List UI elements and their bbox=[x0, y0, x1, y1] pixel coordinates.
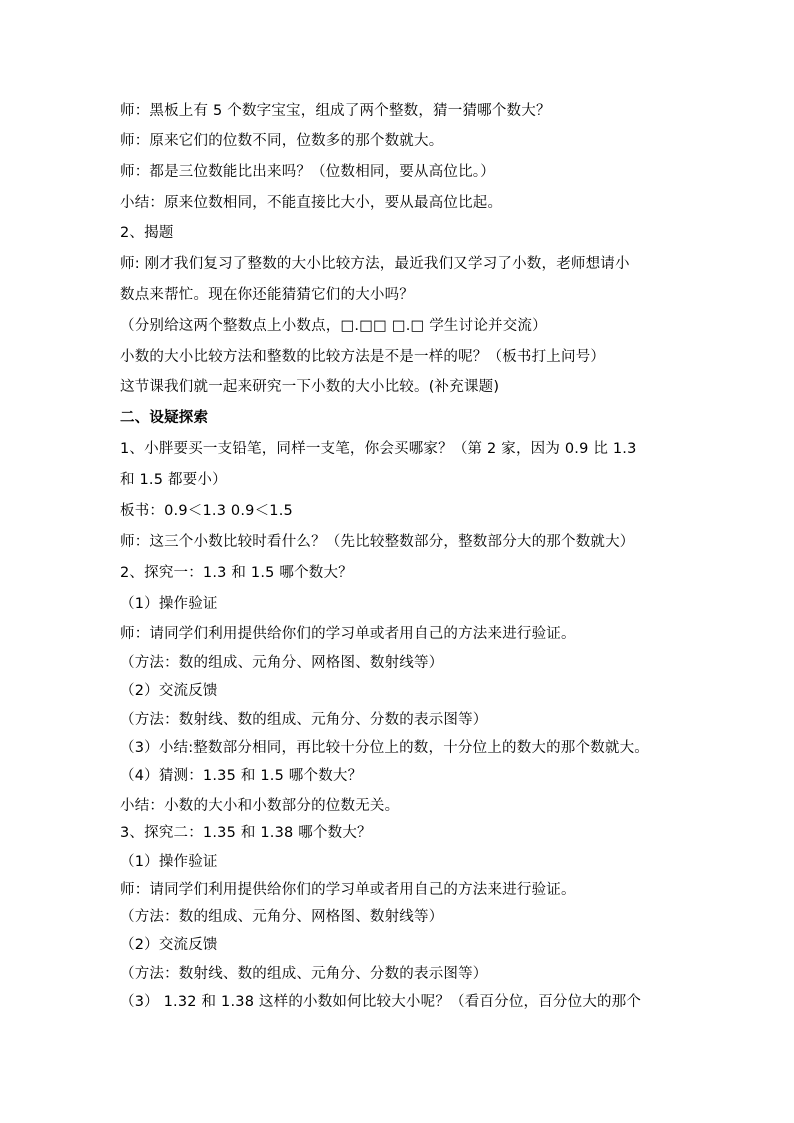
text-line: （4）猜测：1.35 和 1.5 哪个数大？ bbox=[120, 768, 363, 784]
section-heading: 2、揭题 bbox=[120, 225, 174, 241]
text-line: 1、小胖要买一支铅笔，同样一支笔，你会买哪家？（第 2 家，因为 0.9 比 1.3 bbox=[120, 441, 637, 457]
text-line: 师: 刚才我们复习了整数的大小比较方法，最近我们又学习了小数，老师想请小 bbox=[120, 256, 630, 272]
text-line: 师：请同学们利用提供给你们的学习单或者用自己的方法来进行验证。 bbox=[120, 882, 576, 898]
text-line: 数点来帮忙。现在你还能猜猜它们的大小吗？ bbox=[120, 287, 414, 303]
section-heading: 二、设疑探索 bbox=[120, 410, 209, 426]
text-line: 板书：0.9＜1.3 0.9＜1.5 bbox=[120, 503, 293, 519]
text-line: 和 1.5 都要小） bbox=[120, 472, 227, 488]
text-line: （方法：数射线、数的组成、元角分、分数的表示图等） bbox=[120, 966, 488, 982]
text-line: （3） 1.32 和 1.38 这样的小数如何比较大小呢？（看百分位，百分位大的那个 bbox=[120, 994, 642, 1010]
text-line: 3、探究二：1.35 和 1.38 哪个数大？ bbox=[120, 825, 372, 841]
text-line: （2）交流反馈 bbox=[120, 937, 218, 953]
text-line: 师：这三个小数比较时看什么？（先比较整数部分，整数部分大的那个数就大） bbox=[120, 534, 635, 550]
text-line: 师：原来它们的位数不同，位数多的那个数就大。 bbox=[120, 133, 444, 149]
text-line: 小结：小数的大小和小数部分的位数无关。 bbox=[120, 798, 400, 814]
text-line: （方法：数的组成、元角分、网格图、数射线等） bbox=[120, 655, 444, 671]
text-line: 师：黑板上有 5 个数字宝宝，组成了两个整数，猜一猜哪个数大？ bbox=[120, 103, 551, 119]
text-line: 这节课我们就一起来研究一下小数的大小比较。(补充课题) bbox=[120, 379, 500, 395]
text-line: 师：请同学们利用提供给你们的学习单或者用自己的方法来进行验证。 bbox=[120, 626, 576, 642]
text-line: 2、探究一：1.3 和 1.5 哪个数大？ bbox=[120, 565, 353, 581]
text-line: （1）操作验证 bbox=[120, 854, 218, 870]
text-line: 师：都是三位数能比出来吗？（位数相同，要从高位比。） bbox=[120, 164, 495, 180]
text-line: （1）操作验证 bbox=[120, 596, 218, 612]
text-line: 小结：原来位数相同，不能直接比大小，要从最高位比起。 bbox=[120, 195, 503, 211]
text-line: （2）交流反馈 bbox=[120, 683, 218, 699]
text-line: 小数的大小比较方法和整数的比较方法是不是一样的呢？（板书打上问号） bbox=[120, 349, 606, 365]
text-line: （分别给这两个整数点上小数点，□.□□ □.□ 学生讨论并交流） bbox=[120, 318, 547, 334]
text-line: （3）小结:整数部分相同，再比较十分位上的数，十分位上的数大的那个数就大。 bbox=[120, 740, 650, 756]
text-line: （方法：数的组成、元角分、网格图、数射线等） bbox=[120, 909, 444, 925]
text-line: （方法：数射线、数的组成、元角分、分数的表示图等） bbox=[120, 712, 488, 728]
